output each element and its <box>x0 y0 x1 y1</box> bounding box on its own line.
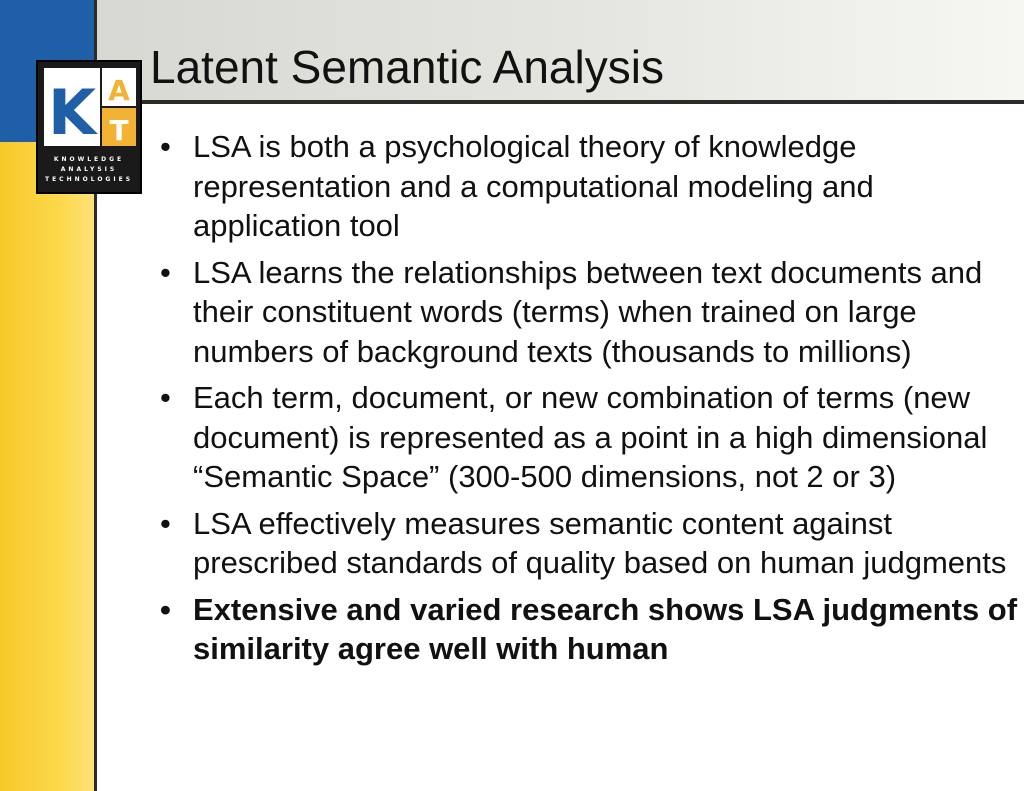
bullet-text: Each term, document, or new combination of terms (new document) is represented as a point in a high dimensional “Semantic Space” (300-500 dimensions, not 2 or 3) <box>193 380 988 494</box>
kat-logo <box>36 60 142 194</box>
logo-letter-a: A <box>108 74 130 107</box>
logo-line-2: ANALYSIS <box>60 166 118 173</box>
bullet-dot: • <box>160 591 171 627</box>
bullet-text: LSA is both a psychological theory of knowledge representation and a computational modeling and application tool <box>193 129 874 243</box>
logo-line-3: TECHNOLOGIES <box>44 176 134 183</box>
bullet-item <box>160 253 1020 372</box>
bullet-item <box>160 127 1020 246</box>
bullet-text: LSA effectively measures semantic content against prescribed standards of quality based on human judgments <box>193 505 1007 580</box>
bullet-dot: • <box>160 505 171 541</box>
bullet-dot: • <box>160 129 171 164</box>
logo-letter-t: T <box>109 114 129 147</box>
slide-title: Latent Semantic Analysis <box>150 41 664 93</box>
bullet-text: LSA learns the relationships between text documents and their constituent words (terms) when trained on large numbers of background texts (thousands to millions) <box>193 254 983 369</box>
bullet-list <box>160 127 1020 676</box>
bullet-dot: • <box>160 380 171 415</box>
bullet-dot: • <box>160 254 171 290</box>
kat-logo-mark <box>38 62 140 152</box>
title-divider-rule <box>97 100 1024 104</box>
bullet-item <box>160 378 1020 497</box>
bullet-item-emphasized <box>160 590 1020 669</box>
logo-letter-k: K <box>47 76 97 149</box>
bullet-text: Extensive and varied research shows LSA judgments of similarity agree well with human <box>193 591 1018 666</box>
logo-line-1: KNOWLEDGE <box>53 156 125 163</box>
bullet-item <box>160 504 1020 583</box>
